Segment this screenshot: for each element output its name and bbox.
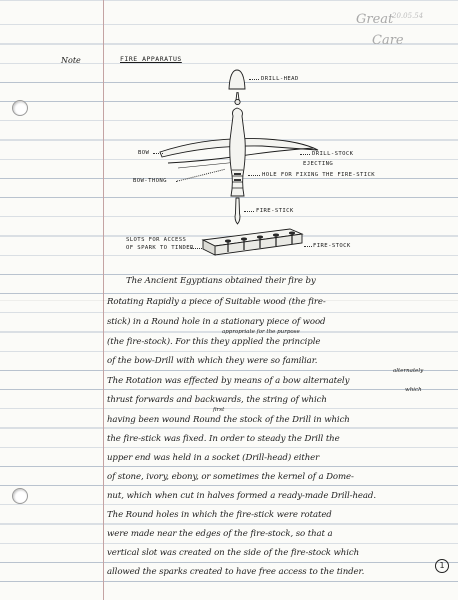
drill-head-shape	[229, 70, 245, 89]
label-ejecting: EJECTING	[303, 161, 334, 167]
label-slots-line-1: SLOTS FOR ACCESS	[126, 237, 187, 243]
page-heading: FIRE APPARATUS	[120, 55, 182, 63]
label-hole-for-fire-stick: HOLE FOR FIXING THE FIRE-STICK	[262, 172, 376, 178]
label-bow-thong: BOW-THONG	[133, 178, 167, 184]
label-fire-stock: FIRE-STOCK	[313, 243, 351, 249]
label-bow: BOW	[138, 150, 150, 156]
interline-note-2: alternately	[393, 368, 424, 374]
body-line-12: nut, which when cut in halves formed a ready-made Drill-head.	[107, 491, 376, 501]
body-line-15: vertical slot was created on the side of the fire-stock which	[107, 548, 360, 558]
interline-note-3: which	[405, 387, 422, 393]
label-drill-head: DRILL-HEAD	[261, 76, 299, 82]
body-line-5: of the bow-Drill with which they were so familiar.	[107, 356, 318, 366]
pencil-number: 20.05.54	[392, 12, 424, 20]
label-slots-line-2: OF SPARK TO TINDER	[126, 245, 194, 251]
drill-neck	[236, 92, 239, 100]
body-line-10: upper end was held in a socket (Drill-head) either	[107, 453, 320, 463]
fire-apparatus-diagram	[0, 0, 458, 260]
body-line-3: stick) in a Round hole in a stationary piece of wood	[107, 317, 326, 327]
interline-note-4: first	[213, 407, 225, 413]
body-line-2: Rotating Rapidly a piece of Suitable wood (the fire-	[107, 297, 326, 307]
body-line-7: thrust forwards and backwards, the string of which	[107, 395, 327, 405]
label-drill-stock: DRILL-STOCK	[312, 151, 354, 157]
note-mark: Note	[61, 56, 81, 65]
page-number: 1	[435, 559, 449, 573]
fire-stock-block	[203, 229, 302, 255]
body-line-14: were made near the edges of the fire-stock, so that a	[107, 529, 333, 539]
body-line-8: having been wound Round the stock of the Drill in which	[107, 415, 350, 425]
body-line-16: allowed the sparks created to have free access to the tinder.	[107, 567, 365, 577]
label-fire-stick: FIRE-STICK	[256, 208, 294, 214]
body-line-9: the fire-stick was fixed. In order to steady the Drill the	[107, 434, 340, 444]
pencil-note-line-1: Great	[356, 12, 394, 27]
fire-stick-shape	[235, 198, 240, 224]
body-line-6: The Rotation was effected by means of a bow alternately	[107, 376, 350, 386]
body-line-1: The Ancient Egyptians obtained their fire by	[126, 276, 316, 286]
pencil-note-line-2: Care	[372, 33, 404, 48]
body-line-4: (the fire-stock). For this they applied the principle	[107, 337, 321, 347]
interline-note-1: appropriate for the purpose	[222, 329, 300, 335]
drill-stock-shape	[230, 108, 246, 196]
body-line-11: of stone, ivory, ebony, or sometimes the kernel of a Dome-	[107, 472, 354, 482]
punch-hole-bottom	[12, 488, 28, 504]
body-line-13: The Round holes in which the fire-stick were rotated	[107, 510, 332, 520]
